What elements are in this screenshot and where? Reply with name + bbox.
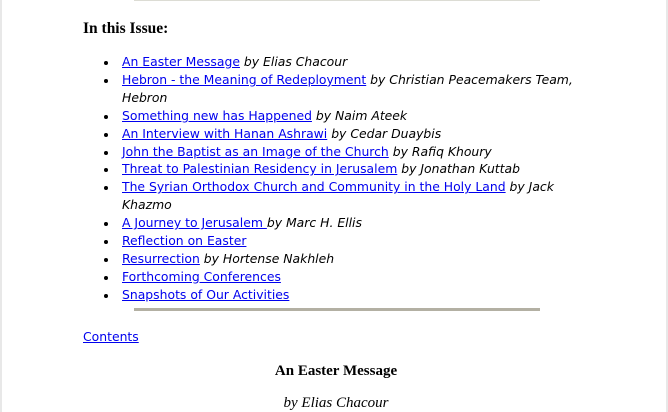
contents-link[interactable]: Contents <box>83 329 139 344</box>
toc-link-reflection-easter[interactable]: Reflection on Easter <box>122 233 247 249</box>
issue-heading: In this Issue: <box>83 20 169 37</box>
toc-item <box>103 250 593 268</box>
toc-item <box>103 107 593 125</box>
toc-link-snapshots[interactable]: Snapshots of Our Activities <box>122 286 290 302</box>
toc-author: by Naim Ateek <box>311 107 408 123</box>
toc-link-conferences[interactable]: Forthcoming Conferences <box>122 268 281 284</box>
toc-author: by Christian Peacemakers Team, Hebron <box>122 71 573 105</box>
toc-link-hebron[interactable]: Hebron - the Meaning of Redeployment <box>122 71 367 87</box>
toc-item <box>103 268 593 286</box>
horizontal-rule-bottom <box>134 308 540 311</box>
toc-link-john-baptist[interactable]: John the Baptist as an Image of the Church <box>122 143 389 159</box>
toc-item <box>103 178 593 214</box>
toc-author: by Jack Khazmo <box>122 179 554 213</box>
toc-item <box>103 160 593 178</box>
toc-link-residency-threat[interactable]: Threat to Palestinian Residency in Jerusalem <box>122 161 398 177</box>
toc-link-easter-message[interactable]: An Easter Message <box>122 54 240 69</box>
article-title: An Easter Message <box>274 363 398 379</box>
toc-link-interview-ashrawi[interactable]: An Interview with Hanan Ashrawi <box>122 125 328 141</box>
toc-item <box>103 232 593 250</box>
toc-author: by Elias Chacour <box>239 54 348 69</box>
toc-item <box>103 286 593 304</box>
toc-author: by Cedar Duaybis <box>327 125 442 141</box>
toc-author: by Hortense Nakhleh <box>199 250 335 266</box>
toc-item <box>103 53 593 71</box>
toc-link-journey-jerusalem[interactable]: A Journey to Jerusalem <box>122 215 267 231</box>
toc-item <box>103 125 593 143</box>
toc-author: by Jonathan Kuttab <box>397 161 520 177</box>
toc-link-syrian-orthodox[interactable]: The Syrian Orthodox Church and Community in the Holy Land <box>122 179 506 195</box>
toc-item <box>103 143 593 161</box>
toc-item <box>103 71 593 107</box>
table-of-contents <box>103 53 593 304</box>
article-author: by Elias Chacour <box>283 395 389 411</box>
horizontal-rule-top <box>134 0 540 1</box>
toc-link-something-new[interactable]: Something new has Happened <box>122 107 312 123</box>
toc-item <box>103 214 593 232</box>
toc-author: by Rafiq Khoury <box>388 143 492 159</box>
toc-link-resurrection[interactable]: Resurrection <box>122 250 200 266</box>
toc-author: by Marc H. Ellis <box>266 215 362 231</box>
